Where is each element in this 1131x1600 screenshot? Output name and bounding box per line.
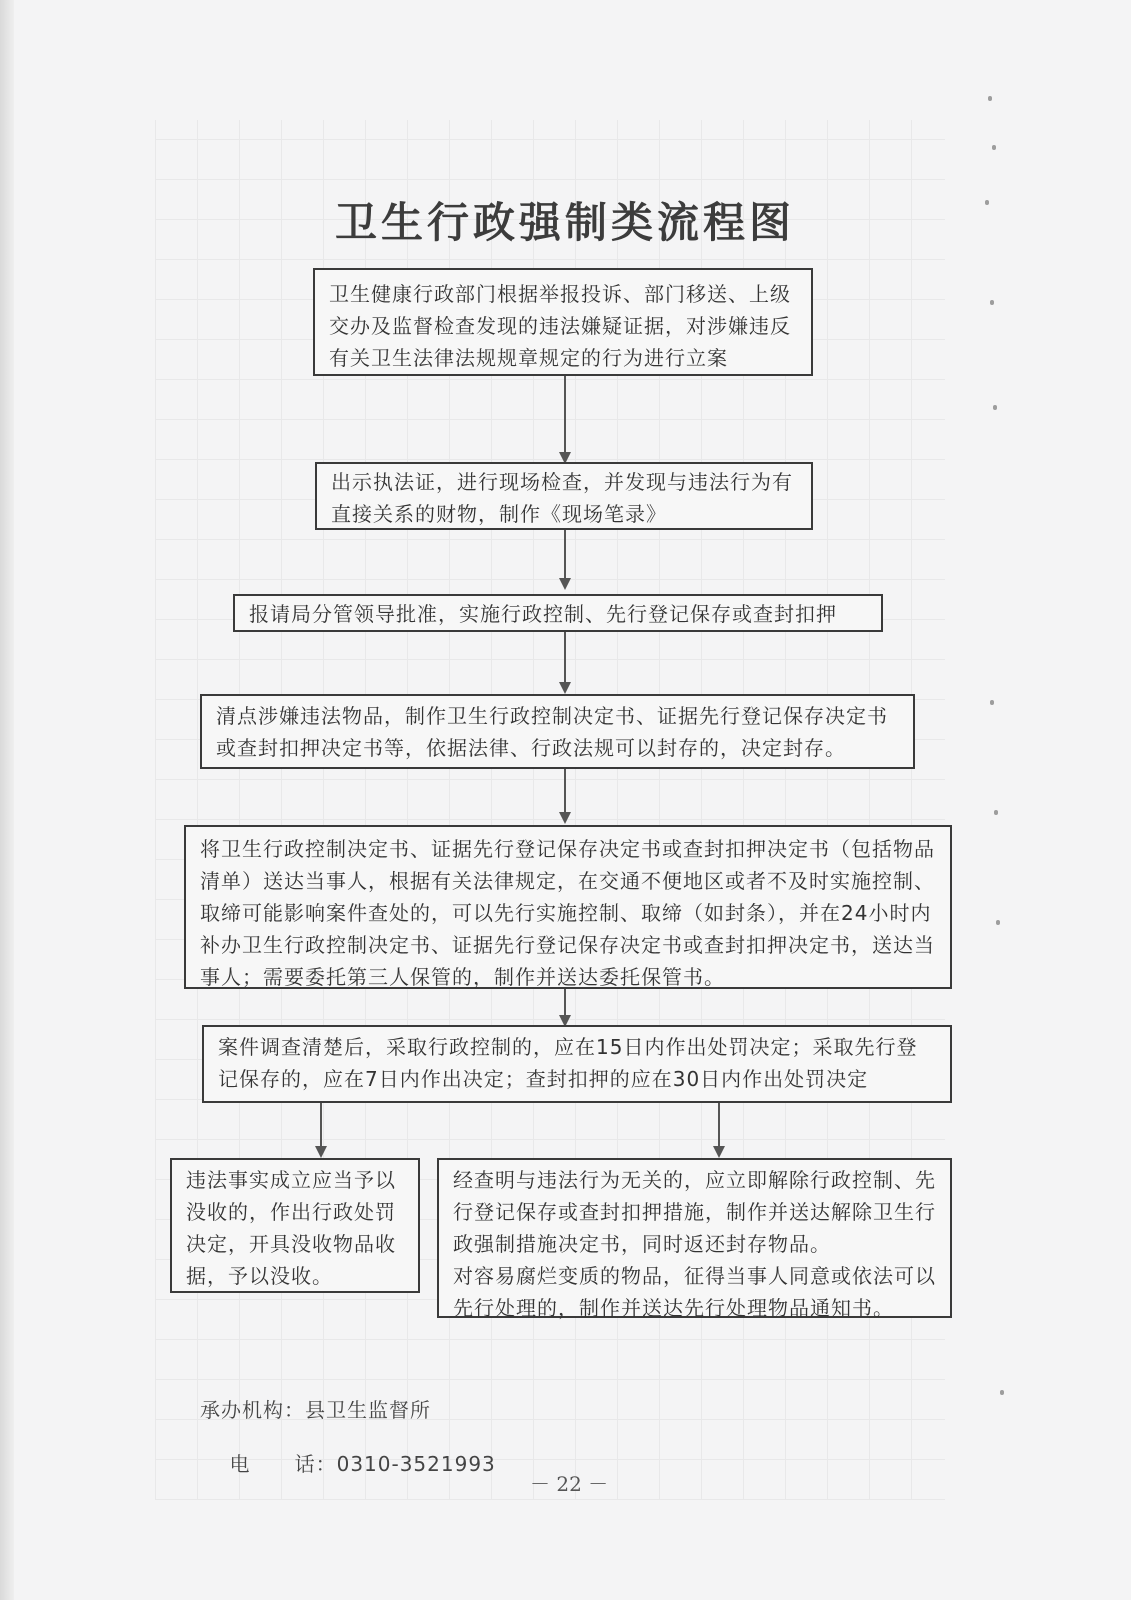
scan-speck — [990, 700, 994, 705]
page-title: 卫生行政强制类流程图 — [334, 198, 795, 247]
outcome-confiscate-text: 违法事实成立应当予以没收的，作出行政处罚决定，开具没收物品收据，予以没收。 — [186, 1168, 396, 1288]
scan-speck — [992, 145, 996, 150]
arrow-branch-left — [320, 1103, 322, 1148]
step-2-text: 出示执法证，进行现场检查，并发现与违法行为有直接关系的财物，制作《现场笔录》 — [331, 470, 793, 526]
footer-phone — [200, 1424, 496, 1501]
step-3-text: 报请局分管领导批准，实施行政控制、先行登记保存或查封扣押 — [249, 602, 837, 626]
outcome-confiscate-box — [170, 1158, 420, 1293]
scan-speck — [996, 920, 1000, 925]
step-1-text: 卫生健康行政部门根据举报投诉、部门移送、上级交办及监督检查发现的违法嫌疑证据，对涉嫌违反有关卫生法律法规规章规定的行为进行立案 — [329, 282, 791, 370]
arrow-branch-right-head — [713, 1146, 725, 1158]
scan-speck — [985, 200, 989, 205]
arrow-5 — [564, 989, 566, 1017]
arrow-1 — [564, 376, 566, 454]
phone-value: 0310-3521993 — [336, 1452, 496, 1476]
step-2-box — [315, 462, 813, 530]
arrow-branch-right — [718, 1103, 720, 1148]
org-label: 承办机构： — [200, 1398, 305, 1422]
scan-speck — [994, 810, 998, 815]
arrow-3 — [564, 632, 566, 684]
arrow-2 — [564, 530, 566, 580]
step-3-box — [233, 594, 883, 632]
arrow-branch-left-head — [315, 1146, 327, 1158]
step-6-box — [202, 1025, 952, 1103]
footer-org — [200, 1394, 431, 1423]
arrow-3-head — [559, 682, 571, 694]
arrow-4-head — [559, 812, 571, 824]
outcome-perishable-text: 对容易腐烂变质的物品，征得当事人同意或依法可以先行处理的，制作并送达先行处理物品通知书。 — [453, 1264, 936, 1320]
page-number: － 22 － — [530, 1472, 609, 1496]
arrow-2-head — [559, 578, 571, 590]
step-1-box — [313, 268, 813, 376]
scan-speck — [988, 96, 992, 101]
org-value: 县卫生监督所 — [305, 1398, 431, 1422]
step-5-box — [184, 825, 952, 989]
step-4-text: 清点涉嫌违法物品，制作卫生行政控制决定书、证据先行登记保存决定书或查封扣押决定书等，依据法律、行政法规可以封存的，决定封存。 — [216, 704, 888, 760]
scan-speck — [993, 405, 997, 410]
scan-edge — [0, 0, 14, 1600]
step-5-text: 将卫生行政控制决定书、证据先行登记保存决定书或查封扣押决定书（包括物品清单）送达当事人，根据有关法律规定，在交通不便地区或者不及时实施控制、取缔可能影响案件查处的，可以先行实施控制、取缔（如封条），并在24小时内补办卫生行政控制决定书、证据先行登记保存决定书或查封扣押决定书，送达当事人；需要委托第三人保管的，制作并送达委托保管书。 — [200, 837, 935, 989]
step-6-text: 案件调查清楚后，采取行政控制的，应在15日内作出处罚决定；采取先行登记保存的，应在7日内作出决定；查封扣押的应在30日内作出处罚决定 — [218, 1035, 918, 1091]
step-4-box — [200, 694, 915, 769]
scan-speck — [1000, 1390, 1004, 1395]
scan-speck — [990, 300, 994, 305]
outcome-release-text: 经查明与违法行为无关的，应立即解除行政控制、先行登记保存或查封扣押措施，制作并送达解除卫生行政强制措施决定书，同时返还封存物品。 — [453, 1168, 936, 1256]
outcome-release-box — [437, 1158, 952, 1318]
phone-label: 电 话： — [229, 1452, 337, 1476]
arrow-4 — [564, 769, 566, 814]
